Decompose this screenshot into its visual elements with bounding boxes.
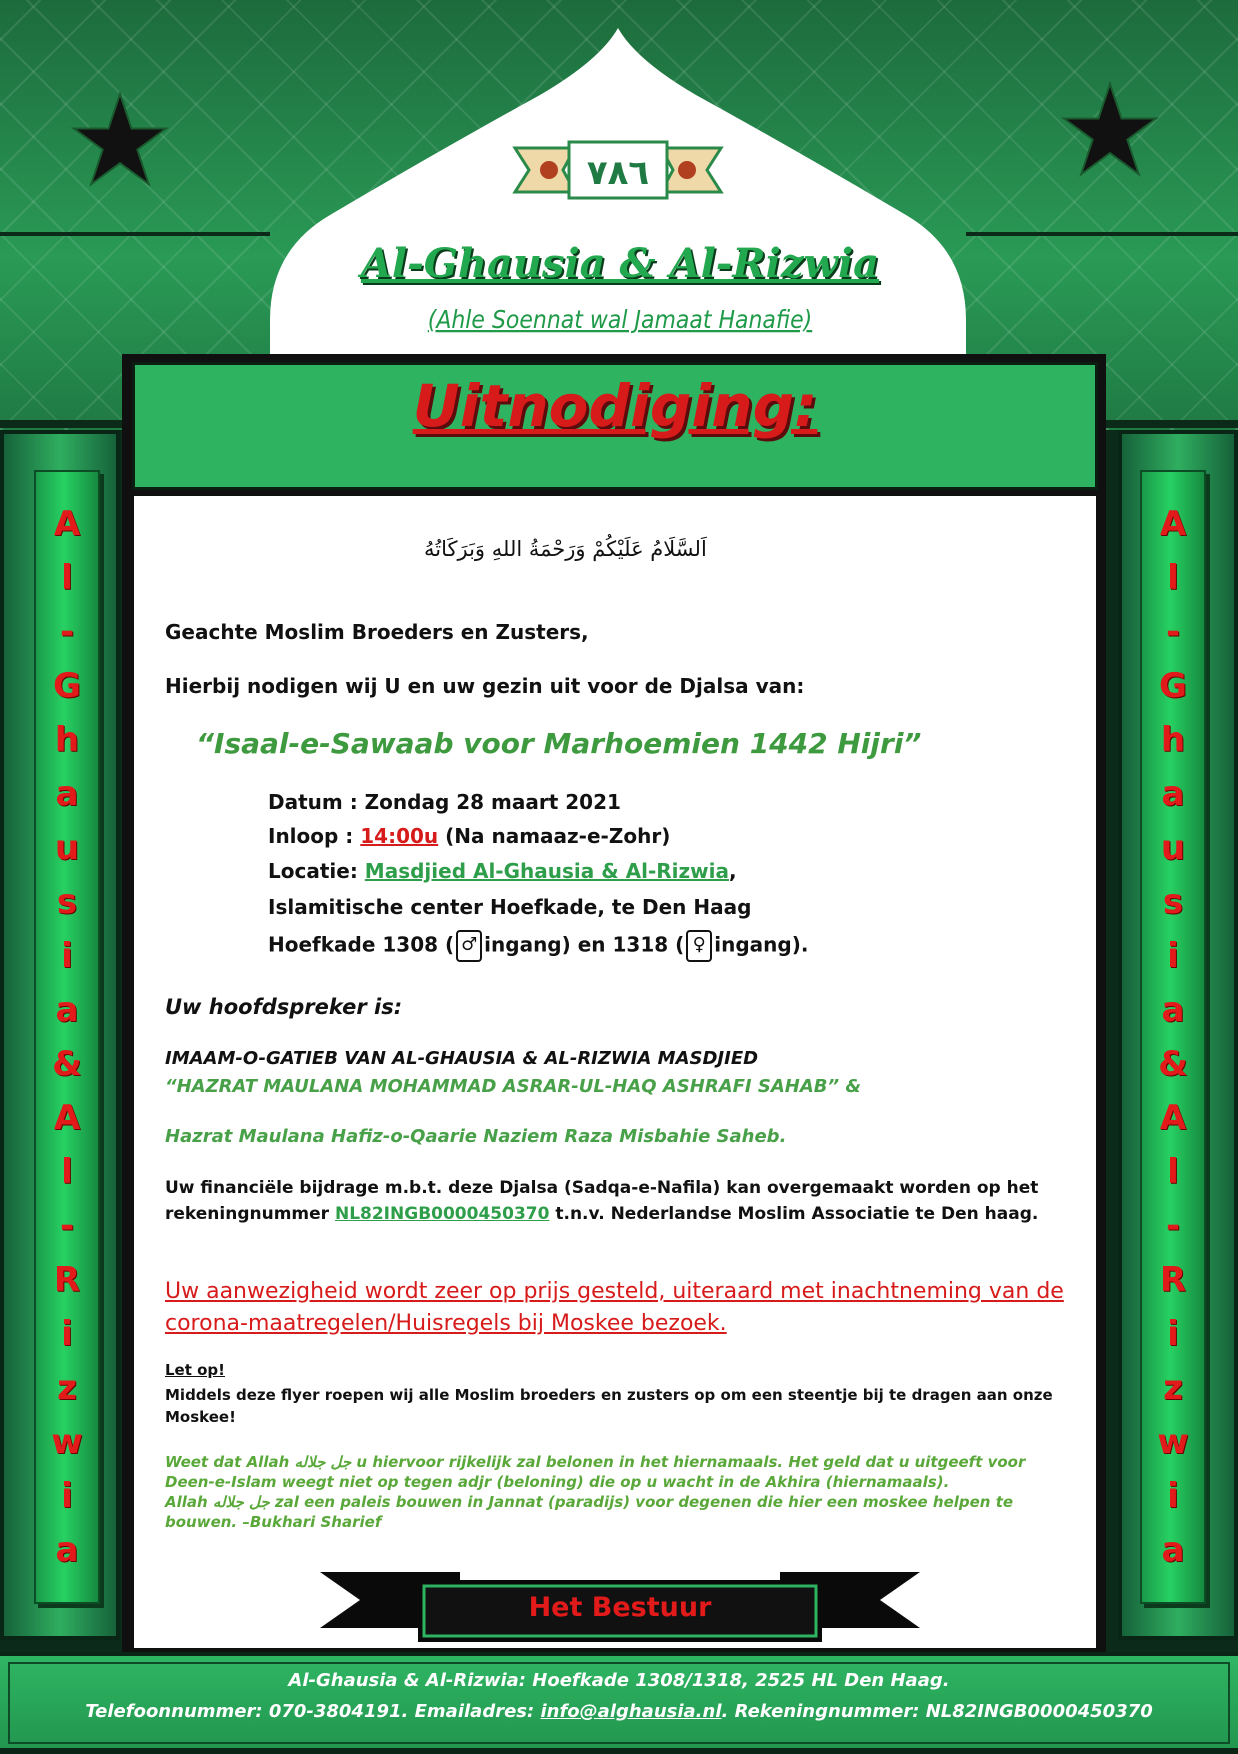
address-line: Hoefkade 1308 ( ♂ ingang) en 1318 ( ♀ ingang). <box>268 930 808 962</box>
male-icon: ♂ <box>456 930 482 962</box>
location-line: Locatie: Masdjied Al-Ghausia & Al-Rizwia, <box>268 859 737 883</box>
pillar-letter: h <box>1160 720 1186 760</box>
pillar-letter: i <box>1167 1476 1179 1516</box>
pillar-letter: R <box>53 1260 81 1300</box>
hadith-line-1: Weet dat Allah جل جلاله u hiervoor rijkelijk zal belonen in het hiernamaals. Het geld dat u uitgeeft voor Deen-e-Islam weegt niet op tegen adjr (beloning) die op u wacht in de Akhira (hiernamaals). <box>165 1453 1026 1491</box>
footer-address: Al-Ghausia & Al-Rizwia: Hoefkade 1308/1318, 2525 HL Den Haag. <box>288 1670 950 1691</box>
pillar-letter: h <box>54 720 80 760</box>
pillar-letter: i <box>61 936 73 976</box>
page-title: Uitnodiging: <box>412 372 818 440</box>
greeting: Geachte Moslim Broeders en Zusters, <box>165 620 589 644</box>
date-line <box>268 790 621 814</box>
finance-paragraph <box>165 1175 1075 1227</box>
finance-text-1: Uw financiële bijdrage m.b.t. deze Djalsa (Sadqa-e-Nafila) kan overgemaakt worden op het rekeningnummer <box>165 1178 1039 1224</box>
org-subtitle: (Ahle Soennat wal Jamaat Hanafie) <box>427 306 813 335</box>
inloop-note: (Na namaaz-e-Zohr) <box>445 824 671 848</box>
pillar-letter: s <box>56 882 78 922</box>
pillar-letter: - <box>1165 1206 1181 1246</box>
pillar-letter: a <box>1161 990 1185 1030</box>
address-ingang-1: ingang) en 1318 ( <box>484 932 685 957</box>
hadith-paragraph <box>165 1452 1075 1532</box>
pillar-letter: - <box>59 1206 75 1246</box>
pillar-letter: i <box>1167 1314 1179 1354</box>
footer-email-link[interactable]: info@alghausia.nl <box>540 1701 722 1722</box>
pillar-letter: l <box>61 1152 73 1192</box>
pillar-letter: z <box>57 1368 77 1408</box>
vertical-name-left <box>34 470 100 1604</box>
finance-text-2: t.n.v. Nederlandse Moslim Associatie te Den haag. <box>555 1204 1039 1224</box>
pillar-letter: u <box>1160 828 1186 868</box>
address-part-1: Hoefkade 1308 ( <box>268 932 455 957</box>
pillar-letter: R <box>1159 1260 1187 1300</box>
org-name: Al-Ghausia & Al-Rizwia <box>360 240 880 287</box>
address-ingang-2: ingang) <box>714 932 801 957</box>
pillar-letter: A <box>1159 504 1187 544</box>
pillar-letter: w <box>51 1422 83 1462</box>
signature: Het Bestuur <box>528 1592 712 1623</box>
arabic-greeting <box>156 520 707 572</box>
pillar-letter: i <box>1167 936 1179 976</box>
pillar-letter: i <box>61 1314 73 1354</box>
pillar-letter: G <box>1159 666 1187 706</box>
pillar-letter: A <box>1159 1098 1187 1138</box>
presence-note: Uw aanwezigheid wordt zeer op prijs gesteld, uiteraard met inachtneming van de corona-maatregelen/Huisregels bij Moskee bezoek. <box>165 1279 1064 1336</box>
pillar-letter: s <box>1162 882 1184 922</box>
logo-text: ٧٨٦ <box>586 153 650 193</box>
event-title: “Isaal-e-Sawaab voor Marhoemien 1442 Hijri” <box>196 727 922 760</box>
pillar-letter: l <box>1167 558 1179 598</box>
pillar-letter: a <box>1161 774 1185 814</box>
pillar-letter: l <box>61 558 73 598</box>
arabic-greeting-text: اَلسَّلَامُ عَلَيْكُمْ وَرَحْمَةُ اللهِ وَبَرَكَاتُهُ <box>424 537 707 561</box>
pillar-letter: - <box>1165 612 1181 652</box>
letop-text: Middels deze flyer roepen wij alle Moslim broeders en zusters op om een steentje bij te dragen aan onze Moskee! <box>165 1386 1053 1426</box>
pillar-letter: & <box>52 1044 82 1084</box>
star-left-icon <box>72 92 168 188</box>
speaker-2: Hazrat Maulana Hafiz-o-Qaarie Naziem Raza Misbahie Saheb. <box>165 1126 787 1147</box>
pillar-letter: a <box>55 1530 79 1570</box>
pillar-letter: A <box>53 504 81 544</box>
date-label: Datum : <box>268 790 358 814</box>
vertical-name-right <box>1140 470 1206 1604</box>
speaker-heading: Uw hoofdspreker is: <box>165 995 403 1019</box>
pillar-letter: i <box>61 1476 73 1516</box>
location-link[interactable]: Masdjied Al-Ghausia & Al-Rizwia <box>364 859 729 883</box>
pillar-letter: - <box>59 612 75 652</box>
footer-phone: Telefoonnummer: 070-3804191. Emailadres: <box>85 1701 535 1722</box>
footer-account: . Rekeningnummer: NL82INGB0000450370 <box>721 1701 1153 1722</box>
imaam-line: IMAAM-O-GATIEB VAN AL-GHAUSIA & AL-RIZWIA MASDJIED <box>165 1048 759 1069</box>
pillar-letter: a <box>55 990 79 1030</box>
pillar-letter: l <box>1167 1152 1179 1192</box>
pillar-letter: z <box>1163 1368 1183 1408</box>
logo-786 <box>515 140 721 200</box>
invitation-text: Hierbij nodigen wij U en uw gezin uit voor de Djalsa van: <box>165 674 805 698</box>
speaker-1: “HAZRAT MAULANA MOHAMMAD ASRAR-UL-HAQ ASHRAFI SAHAB” & <box>165 1076 862 1097</box>
female-icon: ♀ <box>686 930 712 962</box>
pillar-letter: u <box>54 828 80 868</box>
inloop-line <box>268 824 670 848</box>
inloop-time: 14:00u <box>360 824 439 848</box>
inloop-label: Inloop : <box>268 824 354 848</box>
location-label: Locatie: <box>268 859 358 883</box>
pillar-letter: w <box>1157 1422 1189 1462</box>
star-right-icon <box>1062 82 1158 178</box>
footer-contact <box>0 1701 1238 1722</box>
hadith-line-2: Allah جل جلاله zal een paleis bouwen in Jannat (paradijs) voor degenen die hier een moskee helpen te bouwen. –Bukhari Sharief <box>165 1493 1014 1531</box>
location-line-2: Islamitische center Hoefkade, te Den Haag <box>268 895 752 919</box>
pillar-letter: G <box>53 666 81 706</box>
iban-link[interactable]: NL82INGB0000450370 <box>334 1204 550 1224</box>
pillar-letter: & <box>1158 1044 1188 1084</box>
pillar-letter: a <box>55 774 79 814</box>
pillar-letter: a <box>1161 1530 1185 1570</box>
pillar-letter: A <box>53 1098 81 1138</box>
letop-heading: Let op! <box>165 1361 226 1379</box>
date-value: Zondag 28 maart 2021 <box>364 790 621 814</box>
